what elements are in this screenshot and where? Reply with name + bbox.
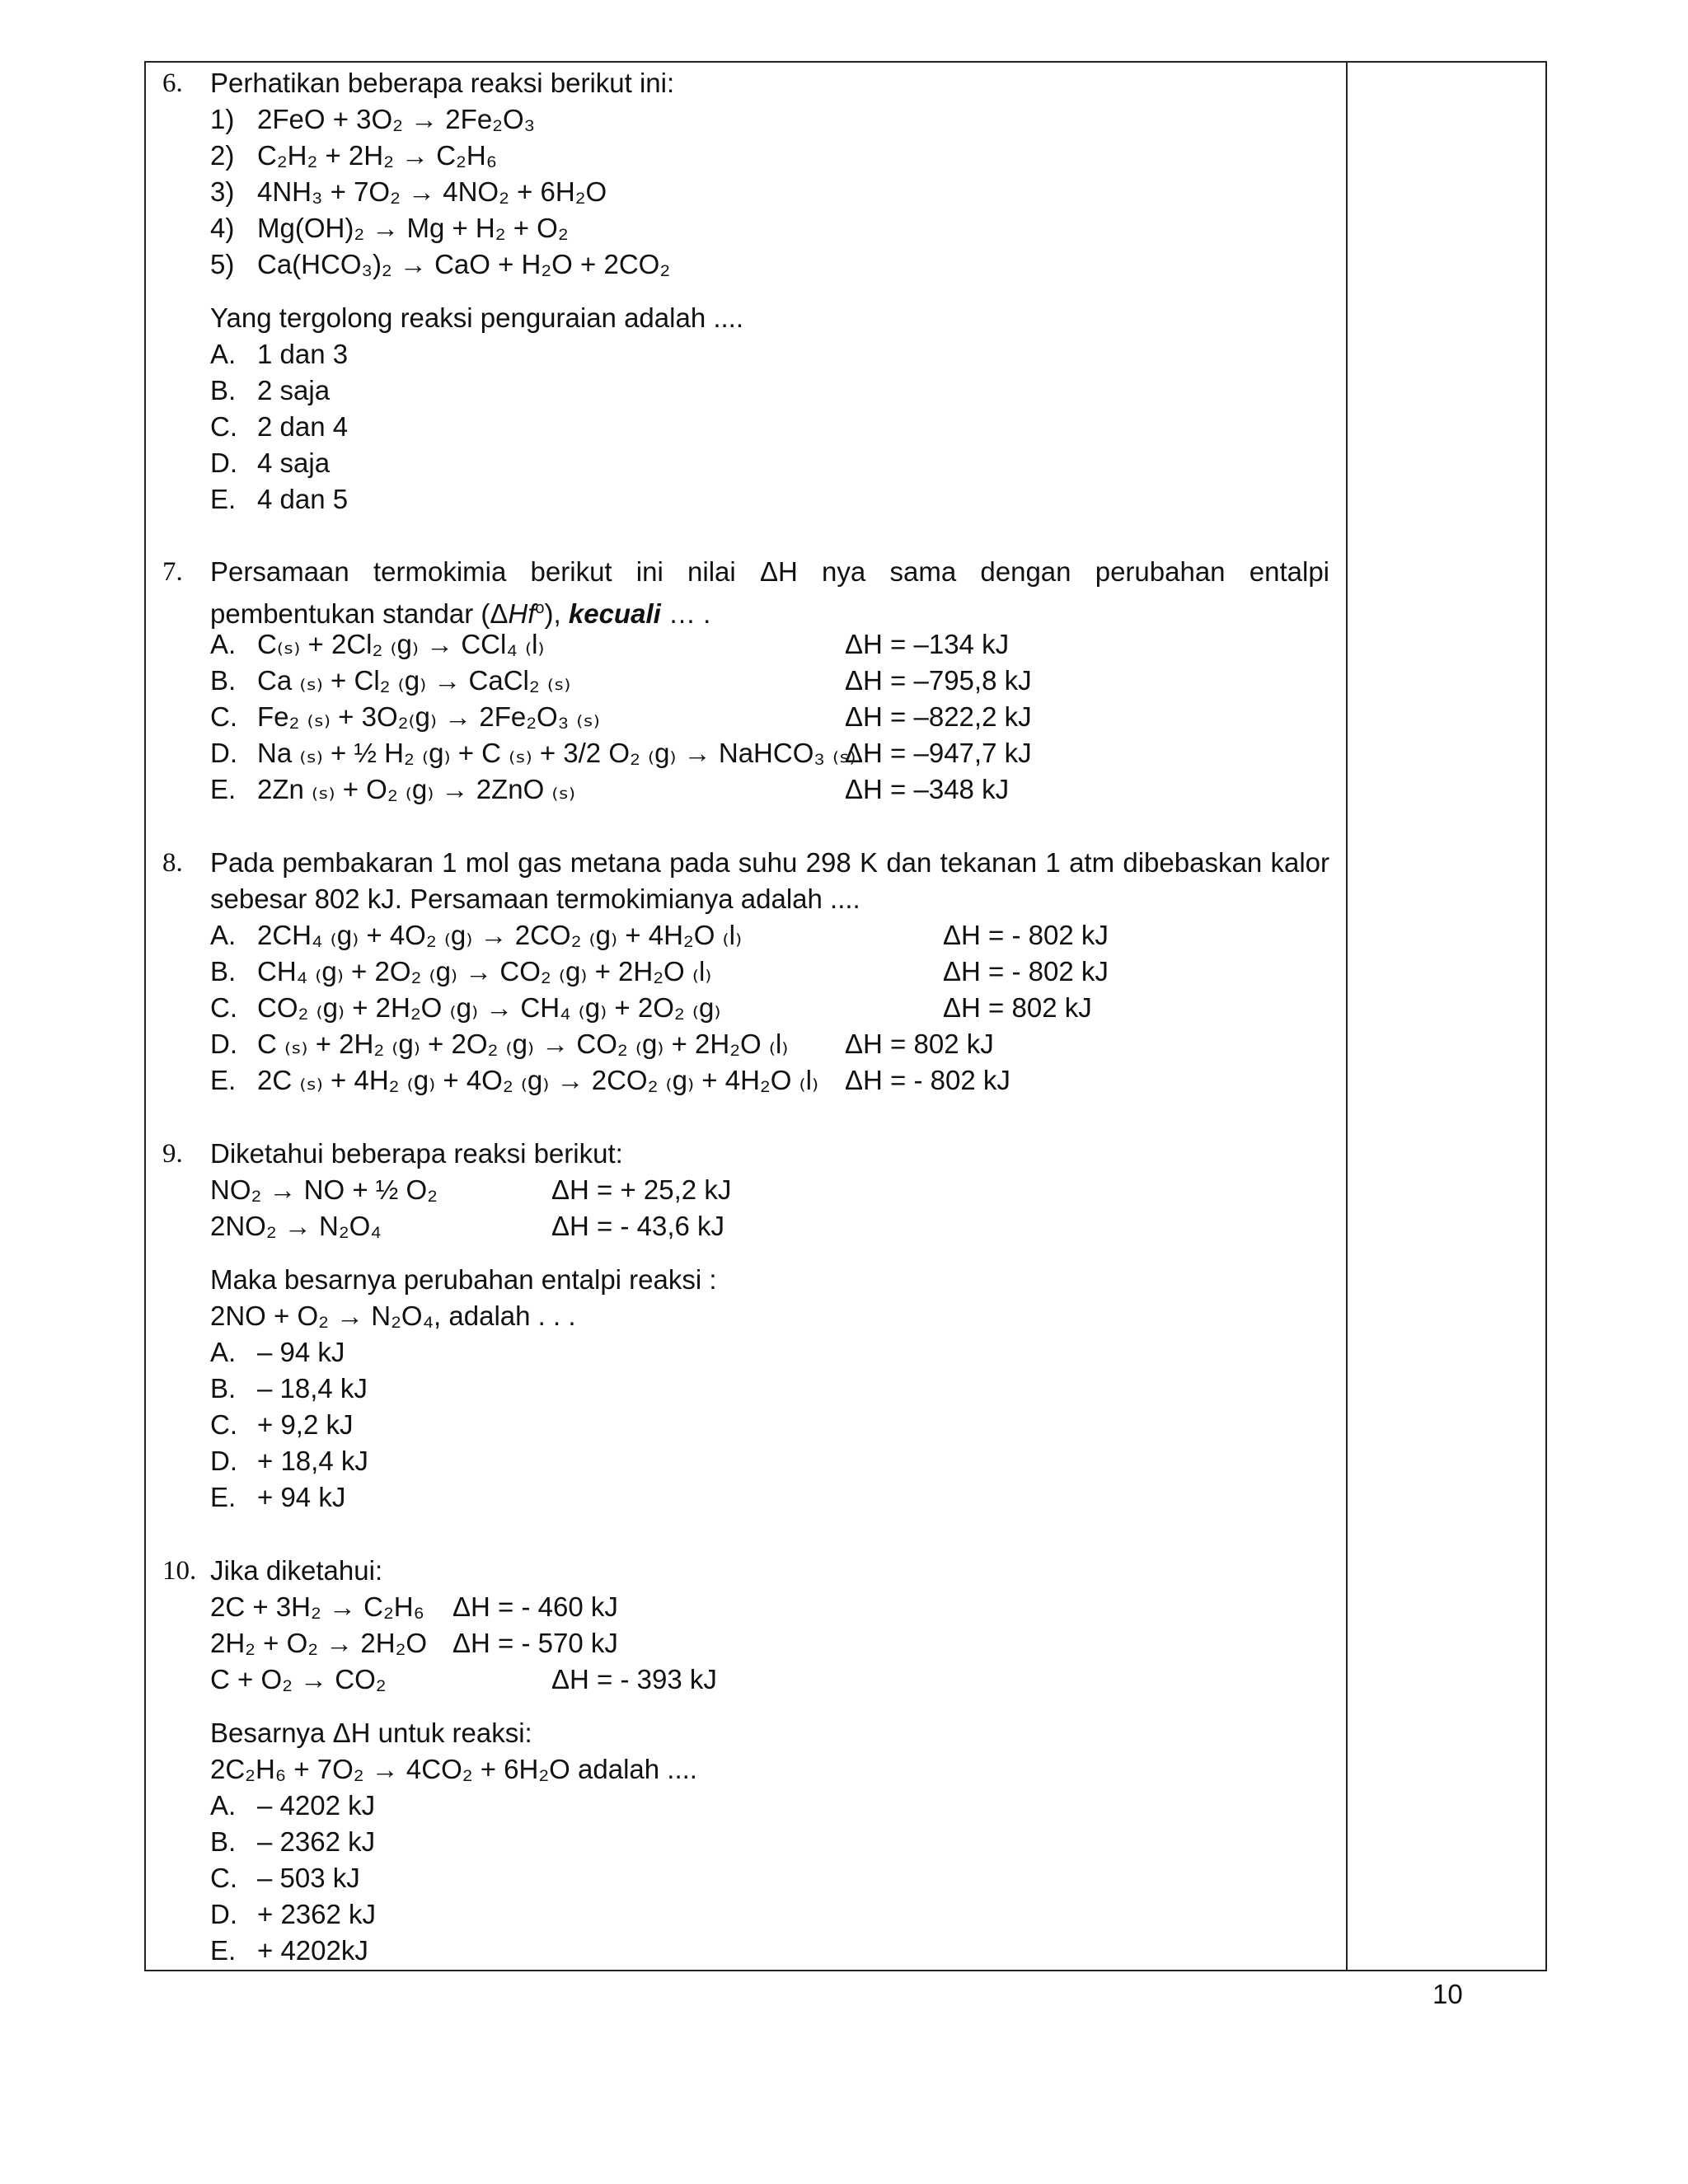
option-text: 1 dan 3	[257, 339, 349, 369]
given-enthalpy: ΔH = - 43,6 kJ	[551, 1211, 725, 1241]
given-equation: C + O₂ → CO₂	[210, 1664, 387, 1694]
option-letter: C.	[210, 1863, 237, 1893]
option-letter: A.	[210, 339, 237, 369]
question-7-line1: Persamaan termokimia berikut ini nilai ΔH nya sama dengan perubahan entalpi	[210, 556, 1329, 587]
question-6-intro: Perhatikan beberapa reaksi berikut ini:	[210, 68, 675, 98]
question-10-target-reaction: 2C₂H₆ + 7O₂ → 4CO₂ + 6H₂O adalah ....	[210, 1754, 697, 1784]
option-text: 2Zn ₍ₛ₎ + O₂ ₍g₎ → 2ZnO ₍ₛ₎	[257, 774, 575, 804]
option-text: Fe₂ ₍ₛ₎ + 3O₂₍g₎ → 2Fe₂O₃ ₍ₛ₎	[257, 701, 600, 732]
question-8-line1: Pada pembakaran 1 mol gas metana pada suhu 298 K dan tekanan 1 atm dibebaskan kalor	[210, 847, 1329, 878]
option-enthalpy: ΔH = –795,8 kJ	[845, 665, 1032, 696]
question-table	[144, 61, 1547, 1971]
reaction-number: 1)	[210, 104, 235, 134]
option-letter: A.	[210, 920, 237, 950]
option-letter: D.	[210, 1029, 237, 1059]
question-10-number: 10.	[162, 1556, 197, 1586]
question-7-line2-part: … .	[660, 598, 711, 629]
option-letter: C.	[210, 411, 237, 442]
option-letter: D.	[210, 448, 237, 478]
reaction-number: 3)	[210, 176, 235, 207]
option-text: – 2362 kJ	[257, 1826, 376, 1857]
option-enthalpy: ΔH = 802 kJ	[943, 992, 1092, 1023]
option-letter: A.	[210, 1337, 237, 1367]
option-enthalpy: ΔH = –134 kJ	[845, 629, 1010, 659]
option-text: C₍ₛ₎ + 2Cl₂ ₍g₎ → CCl₄ ₍l₎	[257, 629, 545, 659]
option-text: 2CH₄ ₍g₎ + 4O₂ ₍g₎ → 2CO₂ ₍g₎ + 4H₂O ₍l₎	[257, 920, 743, 950]
reaction-text: C₂H₂ + 2H₂ → C₂H₆	[257, 140, 498, 171]
given-enthalpy: ΔH = - 393 kJ	[551, 1664, 717, 1694]
question-9-target-reaction: 2NO + O₂ → N₂O₄, adalah . . .	[210, 1301, 576, 1331]
given-equation: 2H₂ + O₂ → 2H₂O	[210, 1628, 428, 1658]
option-enthalpy: ΔH = 802 kJ	[845, 1029, 994, 1059]
option-text: 2C ₍ₛ₎ + 4H₂ ₍g₎ + 4O₂ ₍g₎ → 2CO₂ ₍g₎ + 4H₂O ₍l₎	[257, 1065, 819, 1095]
option-letter: E.	[210, 1065, 237, 1095]
option-enthalpy: ΔH = - 802 kJ	[943, 920, 1109, 950]
option-letter: C.	[210, 992, 237, 1023]
option-text: + 94 kJ	[257, 1482, 346, 1512]
option-letter: C.	[210, 701, 237, 732]
option-letter: E.	[210, 1482, 237, 1512]
kecuali-emphasis: kecuali	[568, 598, 661, 629]
given-enthalpy: ΔH = - 460 kJ	[452, 1591, 618, 1622]
question-6-number: 6.	[162, 68, 183, 98]
option-text: 2 dan 4	[257, 411, 349, 442]
reaction-number: 4)	[210, 213, 235, 243]
given-enthalpy: ΔH = - 570 kJ	[452, 1628, 618, 1658]
option-text: + 9,2 kJ	[257, 1409, 354, 1440]
hf-symbol: Hf	[508, 598, 536, 629]
reaction-text: 2FeO + 3O₂ → 2Fe₂O₃	[257, 104, 536, 134]
option-letter: B.	[210, 375, 237, 405]
option-enthalpy: ΔH = –822,2 kJ	[845, 701, 1032, 732]
question-9-intro: Diketahui beberapa reaksi berikut:	[210, 1138, 623, 1169]
option-enthalpy: ΔH = - 802 kJ	[845, 1065, 1010, 1095]
question-10-prompt: Besarnya ΔH untuk reaksi:	[210, 1718, 532, 1748]
option-text: – 94 kJ	[257, 1337, 345, 1367]
question-8-number: 8.	[162, 848, 183, 878]
standard-superscript: o	[535, 599, 545, 617]
option-enthalpy: ΔH = - 802 kJ	[943, 956, 1109, 987]
option-text: 4 saja	[257, 448, 331, 478]
option-text: CO₂ ₍g₎ + 2H₂O ₍g₎ → CH₄ ₍g₎ + 2O₂ ₍g₎	[257, 992, 721, 1023]
option-letter: C.	[210, 1409, 237, 1440]
option-letter: A.	[210, 1790, 237, 1821]
option-letter: D.	[210, 1446, 237, 1476]
option-letter: D.	[210, 1899, 237, 1929]
option-text: + 4202kJ	[257, 1935, 368, 1966]
option-letter: D.	[210, 738, 237, 768]
option-letter: E.	[210, 1935, 237, 1966]
reaction-text: Mg(OH)₂ → Mg + H₂ + O₂	[257, 213, 569, 243]
option-letter: A.	[210, 629, 237, 659]
given-enthalpy: ΔH = + 25,2 kJ	[551, 1174, 732, 1205]
option-text: – 4202 kJ	[257, 1790, 376, 1821]
question-7-number: 7.	[162, 557, 183, 587]
question-7-line2-part: ),	[544, 598, 569, 629]
given-equation: NO₂ → NO + ½ O₂	[210, 1174, 438, 1205]
given-equation: 2NO₂ → N₂O₄	[210, 1211, 382, 1241]
given-equation: 2C + 3H₂ → C₂H₆	[210, 1591, 424, 1622]
option-enthalpy: ΔH = –947,7 kJ	[845, 738, 1032, 768]
option-letter: E.	[210, 484, 237, 514]
option-enthalpy: ΔH = –348 kJ	[845, 774, 1010, 804]
question-9-number: 9.	[162, 1139, 183, 1169]
page-number: 10	[1432, 1979, 1463, 2009]
option-letter: B.	[210, 956, 237, 987]
option-letter: B.	[210, 1373, 237, 1404]
question-7-line2	[210, 592, 710, 630]
option-text: C ₍ₛ₎ + 2H₂ ₍g₎ + 2O₂ ₍g₎ → CO₂ ₍g₎ + 2H₂O ₍l₎	[257, 1029, 789, 1059]
question-10-intro: Jika diketahui:	[210, 1555, 383, 1586]
option-text: Na ₍ₛ₎ + ½ H₂ ₍g₎ + C ₍ₛ₎ + 3/2 O₂ ₍g₎ → NaHCO₃ ₍ₛ₎	[257, 738, 856, 768]
option-text: Ca ₍ₛ₎ + Cl₂ ₍g₎ → CaCl₂ ₍ₛ₎	[257, 665, 571, 696]
question-7-line2-part: pembentukan standar (Δ	[210, 598, 509, 629]
option-text: 4 dan 5	[257, 484, 349, 514]
option-text: 2 saja	[257, 375, 331, 405]
reaction-number: 5)	[210, 249, 235, 279]
option-letter: B.	[210, 665, 237, 696]
reaction-text: 4NH₃ + 7O₂ → 4NO₂ + 6H₂O	[257, 176, 607, 207]
option-letter: E.	[210, 774, 237, 804]
option-text: + 18,4 kJ	[257, 1446, 368, 1476]
option-text: + 2362 kJ	[257, 1899, 377, 1929]
option-letter: B.	[210, 1826, 237, 1857]
reaction-number: 2)	[210, 140, 235, 171]
question-9-prompt: Maka besarnya perubahan entalpi reaksi :	[210, 1264, 717, 1295]
option-text: CH₄ ₍g₎ + 2O₂ ₍g₎ → CO₂ ₍g₎ + 2H₂O ₍l₎	[257, 956, 712, 987]
question-8-line2: sebesar 802 kJ. Persamaan termokimianya adalah ....	[210, 883, 860, 914]
question-6-prompt: Yang tergolong reaksi penguraian adalah ....	[210, 302, 744, 333]
reaction-text: Ca(HCO₃)₂ → CaO + H₂O + 2CO₂	[257, 249, 671, 279]
option-text: – 503 kJ	[257, 1863, 360, 1893]
option-text: – 18,4 kJ	[257, 1373, 368, 1404]
answer-column-divider	[1346, 63, 1348, 1970]
